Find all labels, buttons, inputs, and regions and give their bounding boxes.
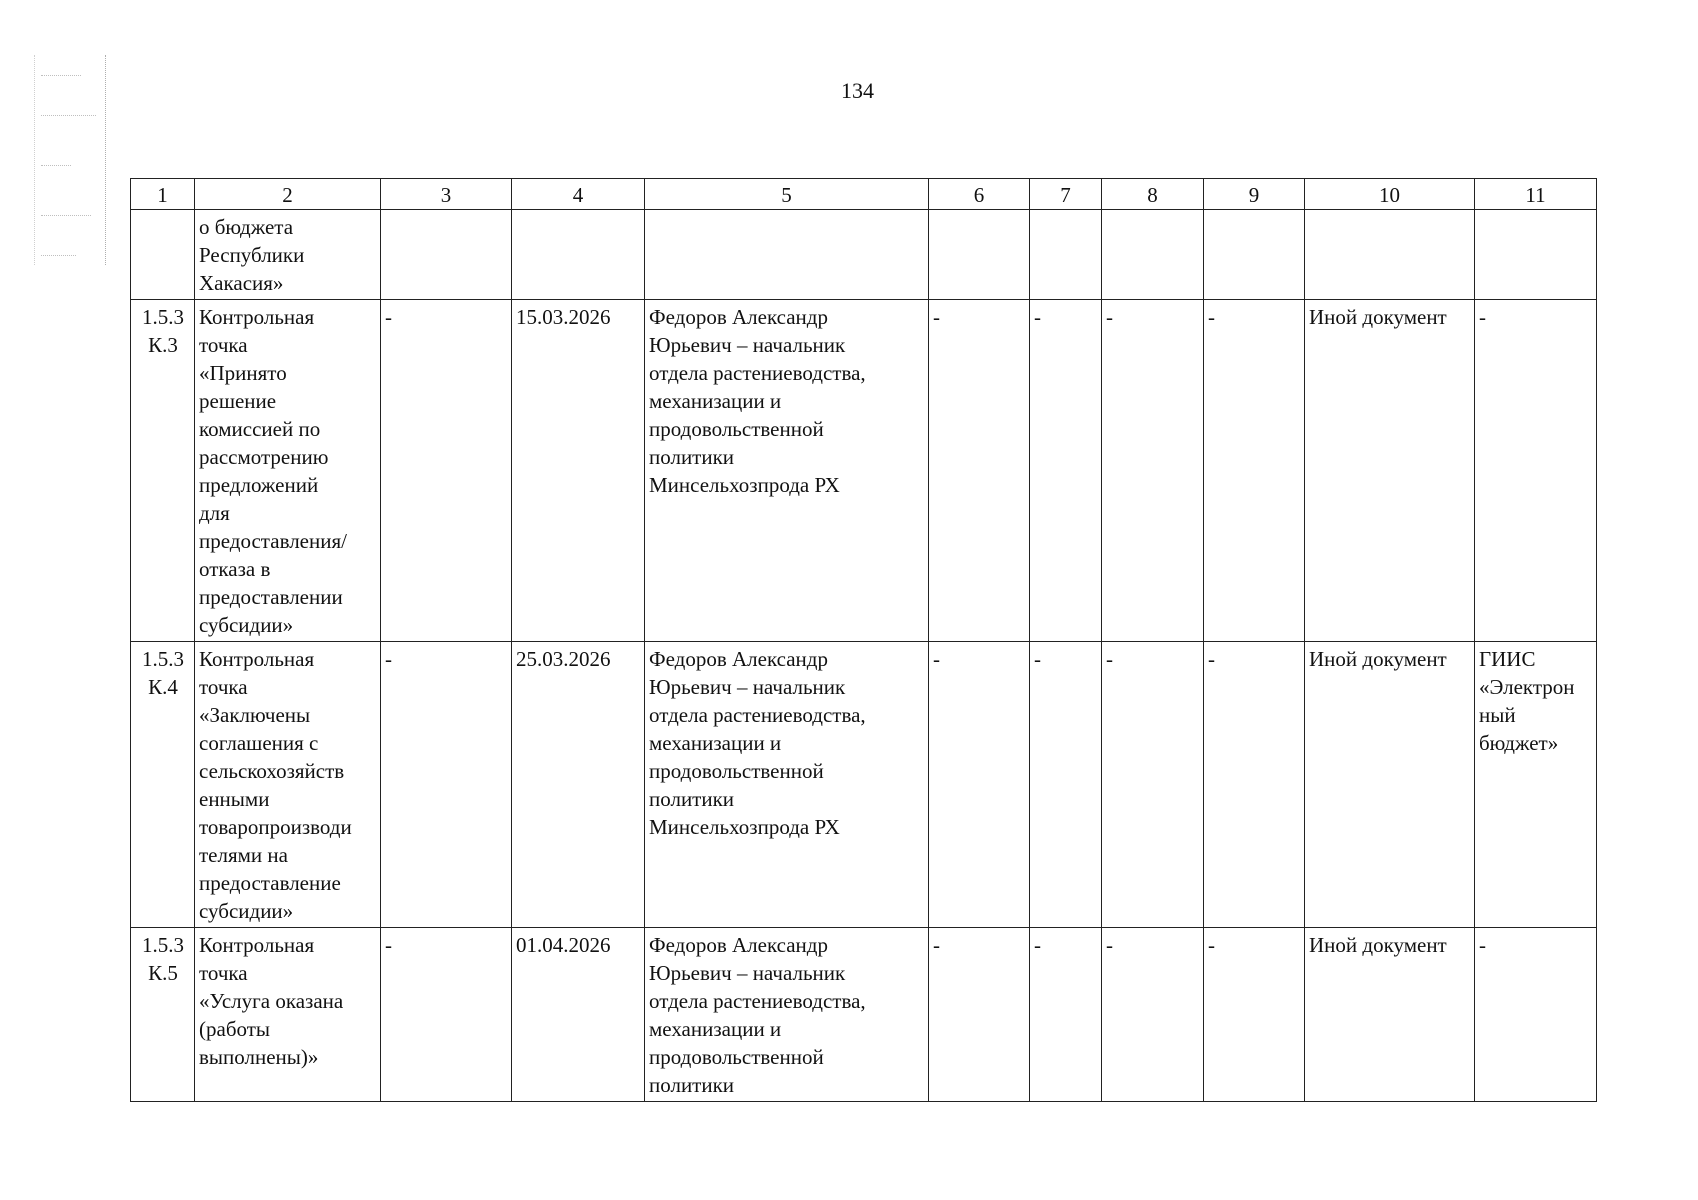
table-cell: - — [1030, 300, 1102, 642]
table-header-row — [131, 179, 1597, 210]
table-cell: - — [1102, 642, 1204, 928]
table-cell: 1.5.3 К.4 — [131, 642, 195, 928]
table-row — [131, 928, 1597, 1102]
header-cell: 8 — [1102, 179, 1204, 210]
header-cell: 2 — [195, 179, 381, 210]
table-cell: - — [929, 300, 1030, 642]
table-cell: 15.03.2026 — [512, 300, 645, 642]
header-cell: 1 — [131, 179, 195, 210]
table-cell — [1305, 210, 1475, 300]
table-cell: - — [1204, 642, 1305, 928]
table-cell: Федоров Александр Юрьевич – начальник отдела растениеводства, механизации и продовольственной политики Минсельхозпрода РХ — [645, 642, 929, 928]
table-cell: 1.5.3 К.3 — [131, 300, 195, 642]
header-cell: 5 — [645, 179, 929, 210]
table-row — [131, 642, 1597, 928]
table-cell: - — [1475, 300, 1597, 642]
table-cell: о бюджета Республики Хакасия» — [195, 210, 381, 300]
header-cell: 11 — [1475, 179, 1597, 210]
header-cell: 6 — [929, 179, 1030, 210]
table-cell: Федоров Александр Юрьевич – начальник отдела растениеводства, механизации и продовольственной политики Минсельхозпрода РХ — [645, 300, 929, 642]
table-cell: - — [381, 928, 512, 1102]
table-cell — [131, 210, 195, 300]
table-cell — [929, 210, 1030, 300]
table-row — [131, 210, 1597, 300]
table-cell: 1.5.3 К.5 — [131, 928, 195, 1102]
table-cell: - — [929, 928, 1030, 1102]
table-cell: ГИИС «Электрон ный бюджет» — [1475, 642, 1597, 928]
table-cell: - — [381, 642, 512, 928]
table-cell: - — [1204, 300, 1305, 642]
page-number: 134 — [841, 78, 874, 103]
table-cell: - — [1102, 928, 1204, 1102]
table-cell: Контрольная точка «Услуга оказана (работы выполнены)» — [195, 928, 381, 1102]
header-cell: 4 — [512, 179, 645, 210]
table-cell — [1204, 210, 1305, 300]
table-cell — [1030, 210, 1102, 300]
table-cell: Контрольная точка «Заключены соглашения с сельскохозяйств енными товаропроизводи телями на предоставление субсидии» — [195, 642, 381, 928]
table-cell — [1102, 210, 1204, 300]
table-cell: - — [1030, 642, 1102, 928]
table-cell: - — [381, 300, 512, 642]
table-cell: 01.04.2026 — [512, 928, 645, 1102]
table-cell: - — [1204, 928, 1305, 1102]
table-cell: - — [1030, 928, 1102, 1102]
table-cell: Иной документ — [1305, 928, 1475, 1102]
table-cell — [645, 210, 929, 300]
table-cell: Федоров Александр Юрьевич – начальник отдела растениеводства, механизации и продовольственной политики — [645, 928, 929, 1102]
table-cell — [381, 210, 512, 300]
header-cell: 7 — [1030, 179, 1102, 210]
table-cell: Иной документ — [1305, 642, 1475, 928]
header-cell: 9 — [1204, 179, 1305, 210]
header-cell: 10 — [1305, 179, 1475, 210]
table-cell: - — [929, 642, 1030, 928]
table-cell: - — [1102, 300, 1204, 642]
table-cell: Иной документ — [1305, 300, 1475, 642]
schedule-table — [130, 178, 1597, 1102]
table-cell: 25.03.2026 — [512, 642, 645, 928]
table-cell — [1475, 210, 1597, 300]
table-cell: Контрольная точка «Принято решение комиссией по рассмотрению предложений для предоставления/ отказа в предоставлении субсидии» — [195, 300, 381, 642]
header-cell: 3 — [381, 179, 512, 210]
table-cell: - — [1475, 928, 1597, 1102]
table-row — [131, 300, 1597, 642]
table-cell — [512, 210, 645, 300]
